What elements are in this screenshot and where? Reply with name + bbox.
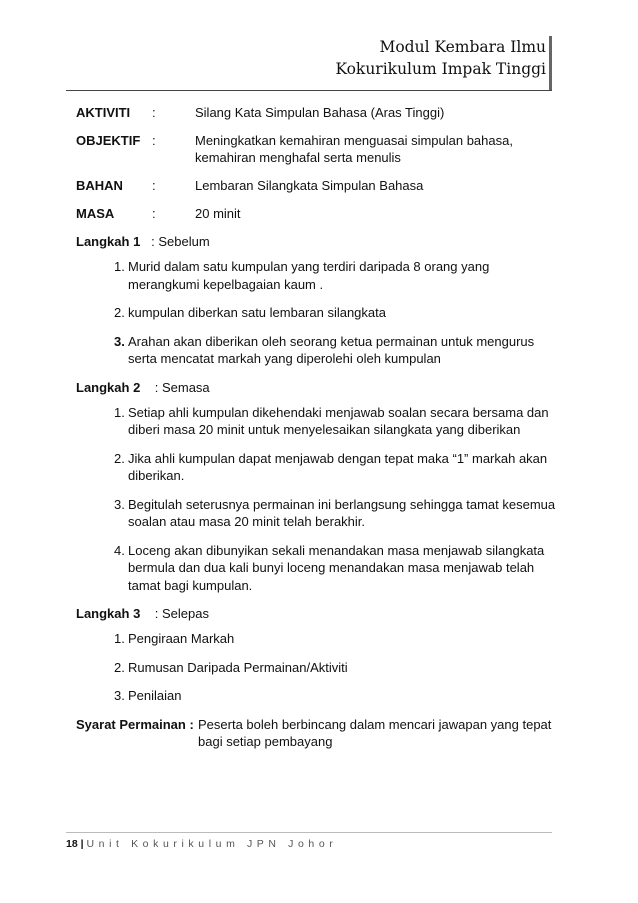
list-item: [76, 659, 556, 677]
step-2-list: [76, 404, 556, 595]
header-title: Modul Kembara Ilmu: [379, 38, 546, 56]
list-number: 1.: [114, 404, 125, 420]
meta-key: OBJEKTIF: [76, 133, 141, 148]
list-number: 2.: [114, 450, 125, 466]
rules-label: Syarat Permainan :: [76, 716, 194, 732]
page-number: 18: [66, 838, 78, 850]
meta-key: BAHAN: [76, 178, 123, 193]
list-item: [76, 333, 556, 368]
step-title: : Selepas: [154, 606, 209, 621]
header-rule: [66, 90, 552, 91]
step-heading-2: [76, 379, 556, 396]
step-1-list: [76, 258, 556, 368]
meta-colon: :: [152, 206, 156, 221]
list-item: [76, 258, 556, 293]
list-text: Arahan akan diberikan oleh seorang ketua permainan untuk mengurus serta mencatat markah yang diperolehi oleh kumpulan: [128, 333, 535, 366]
meta-masa: [76, 205, 556, 222]
game-rules: [76, 716, 556, 750]
rules-text: Peserta boleh berbincang dalam mencari jawapan yang tepat bagi setiap pembayang: [198, 716, 552, 749]
meta-value: Lembaran Silangkata Simpulan Bahasa: [195, 178, 424, 193]
list-text: Setiap ahli kumpulan dikehendaki menjawab soalan secara bersama dan diberi masa 20 minit untuk menyelesaikan silangkata yang diberikan: [128, 404, 549, 437]
list-item: [76, 687, 556, 705]
footer-separator: |: [80, 838, 84, 850]
document-body: [76, 104, 556, 750]
list-item: [76, 304, 556, 322]
meta-colon: :: [152, 105, 156, 120]
list-text: Murid dalam satu kumpulan yang terdiri daripada 8 orang yang merangkumi kepelbagaian kaum .: [128, 259, 490, 292]
list-number: 3.: [114, 496, 125, 512]
page-footer: [66, 838, 337, 850]
meta-value: Meningkatkan kemahiran menguasai simpulan bahasa, kemahiran menghafal serta menulis: [195, 133, 513, 165]
list-number: 3.: [114, 688, 125, 703]
list-text: Begitulah seterusnya permainan ini berlangsung sehingga tamat kesemua soalan atau masa 20 minit telah berakhir.: [128, 496, 556, 529]
running-header: [335, 36, 546, 80]
step-heading-1: [76, 233, 556, 250]
meta-objektif: [76, 132, 556, 166]
step-3-list: [76, 630, 556, 705]
meta-colon: :: [152, 178, 156, 193]
list-number: 1.: [114, 631, 125, 646]
footer-unit: Unit Kokurikulum JPN Johor: [86, 838, 338, 850]
header-accent-bar: [549, 36, 552, 90]
list-item: [76, 542, 556, 595]
meta-bahan: [76, 177, 556, 194]
meta-value: Silang Kata Simpulan Bahasa (Aras Tinggi): [195, 105, 445, 120]
step-title: : Semasa: [154, 379, 210, 395]
step-label: Langkah 1: [76, 234, 141, 249]
meta-aktiviti: [76, 104, 556, 121]
list-text: Penilaian: [128, 688, 182, 703]
list-number: 2.: [114, 305, 125, 320]
list-number: 3.: [114, 333, 125, 349]
meta-colon: :: [152, 133, 156, 148]
list-text: Jika ahli kumpulan dapat menjawab dengan tepat maka “1” markah akan diberikan.: [128, 450, 548, 483]
meta-key: MASA: [76, 206, 115, 221]
list-item: [76, 630, 556, 648]
step-label: Langkah 2: [76, 379, 141, 395]
list-number: 2.: [114, 659, 125, 675]
step-label: Langkah 3: [76, 606, 141, 621]
meta-key: AKTIVITI: [76, 105, 131, 120]
step-heading-3: [76, 605, 556, 622]
header-subtitle: Kokurikulum Impak Tinggi: [335, 60, 546, 78]
list-text: Rumusan Daripada Permainan/Aktiviti: [128, 659, 348, 675]
step-title: : Sebelum: [151, 234, 210, 249]
meta-value: 20 minit: [195, 206, 241, 221]
list-number: 4.: [114, 542, 125, 558]
list-text: Pengiraan Markah: [128, 631, 235, 646]
list-text: kumpulan diberkan satu lembaran silangkata: [128, 305, 386, 320]
list-item: [76, 450, 556, 485]
footer-rule: [66, 832, 552, 833]
list-item: [76, 404, 556, 439]
list-text: Loceng akan dibunyikan sekali menandakan masa menjawab silangkata bermula dan dua kali bunyi loceng menandakan masa menjawab telah tamat bagi kumpulan.: [128, 542, 545, 593]
list-item: [76, 496, 556, 531]
list-number: 1.: [114, 259, 125, 274]
